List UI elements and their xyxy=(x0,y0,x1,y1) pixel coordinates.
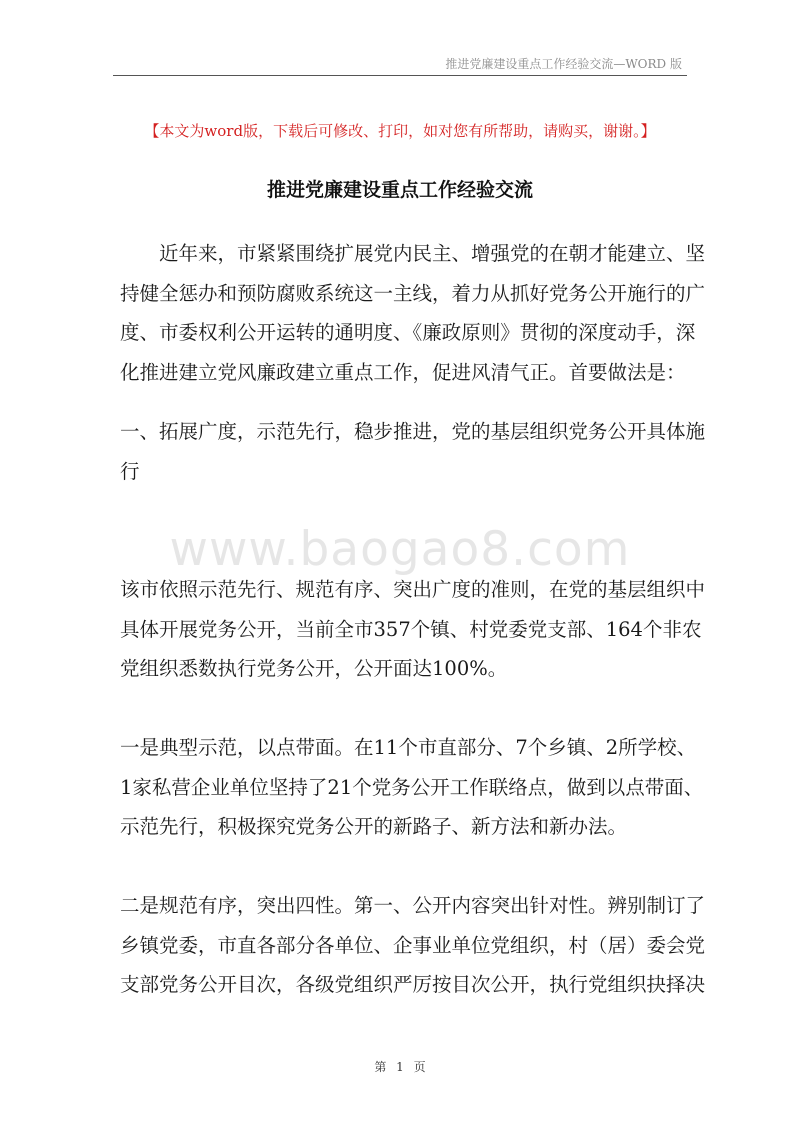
text-line: 持健全惩办和预防腐败系统这一主线，着力从抓好党务公开施行的广 xyxy=(120,281,706,305)
text-line: 近年来，市紧紧围绕扩展党内民主、增强党的在朝才能建立、坚 xyxy=(120,242,706,265)
text-line: 示范先行，积极探究党务公开的新路子、新方法和新办法。 xyxy=(120,815,628,838)
text-line: 行 xyxy=(120,459,140,483)
header-divider xyxy=(113,75,687,76)
text-line: 具体开展党务公开，当前全市357个镇、村党委党支部、164个非农 xyxy=(120,617,702,641)
paragraph-demonstration xyxy=(120,728,704,847)
running-header: 推进党廉建设重点工作经验交流—WORD 版 xyxy=(445,57,682,71)
document-title: 推进党廉建设重点工作经验交流 xyxy=(266,179,533,201)
page-footer xyxy=(0,1058,800,1075)
text-line: 党组织悉数执行党务公开，公开面达100%。 xyxy=(120,657,508,680)
page-suffix: 页 xyxy=(413,1060,426,1074)
text-line: 一、拓展广度，示范先行，稳步推进，党的基层组织党务公开具体施 xyxy=(120,420,706,443)
paragraph-coverage xyxy=(120,570,706,689)
text-line: 度、市委权利公开运转的通明度、《廉政原则》贯彻的深度动手，深 xyxy=(120,321,696,344)
text-line: 化推进建立党风廉政建立重点工作，促进风清气正。首要做法是： xyxy=(120,360,686,384)
page-number: 1 xyxy=(396,1060,404,1074)
paragraph-section-one xyxy=(120,412,706,491)
text-line: 乡镇党委，市直各部分各单位、企事业单位党组织，村（居）委会党 xyxy=(120,933,706,957)
paragraph-standardization xyxy=(120,886,706,1005)
paragraph-intro xyxy=(120,234,706,392)
download-notice: 【本文为word版，下载后可修改、打印，如对您有所帮助，请购买，谢谢。】 xyxy=(144,122,656,140)
text-line: 支部党务公开目次，各级党组织严厉按目次公开，执行党组织抉择决 xyxy=(120,973,706,996)
page-prefix: 第 xyxy=(374,1060,387,1074)
text-line: 1家私营企业单位坚持了21个党务公开工作联络点，做到以点带面、 xyxy=(120,775,704,799)
watermark: www.baogao8.com xyxy=(169,522,631,577)
text-line: 该市依照示范先行、规范有序、突出广度的准则，在党的基层组织中 xyxy=(120,578,706,601)
text-line: 一是典型示范，以点带面。在11个市直部分、7个乡镇、2所学校、 xyxy=(120,736,697,759)
text-line: 二是规范有序，突出四性。第一、公开内容突出针对性。辨别制订了 xyxy=(120,894,706,917)
